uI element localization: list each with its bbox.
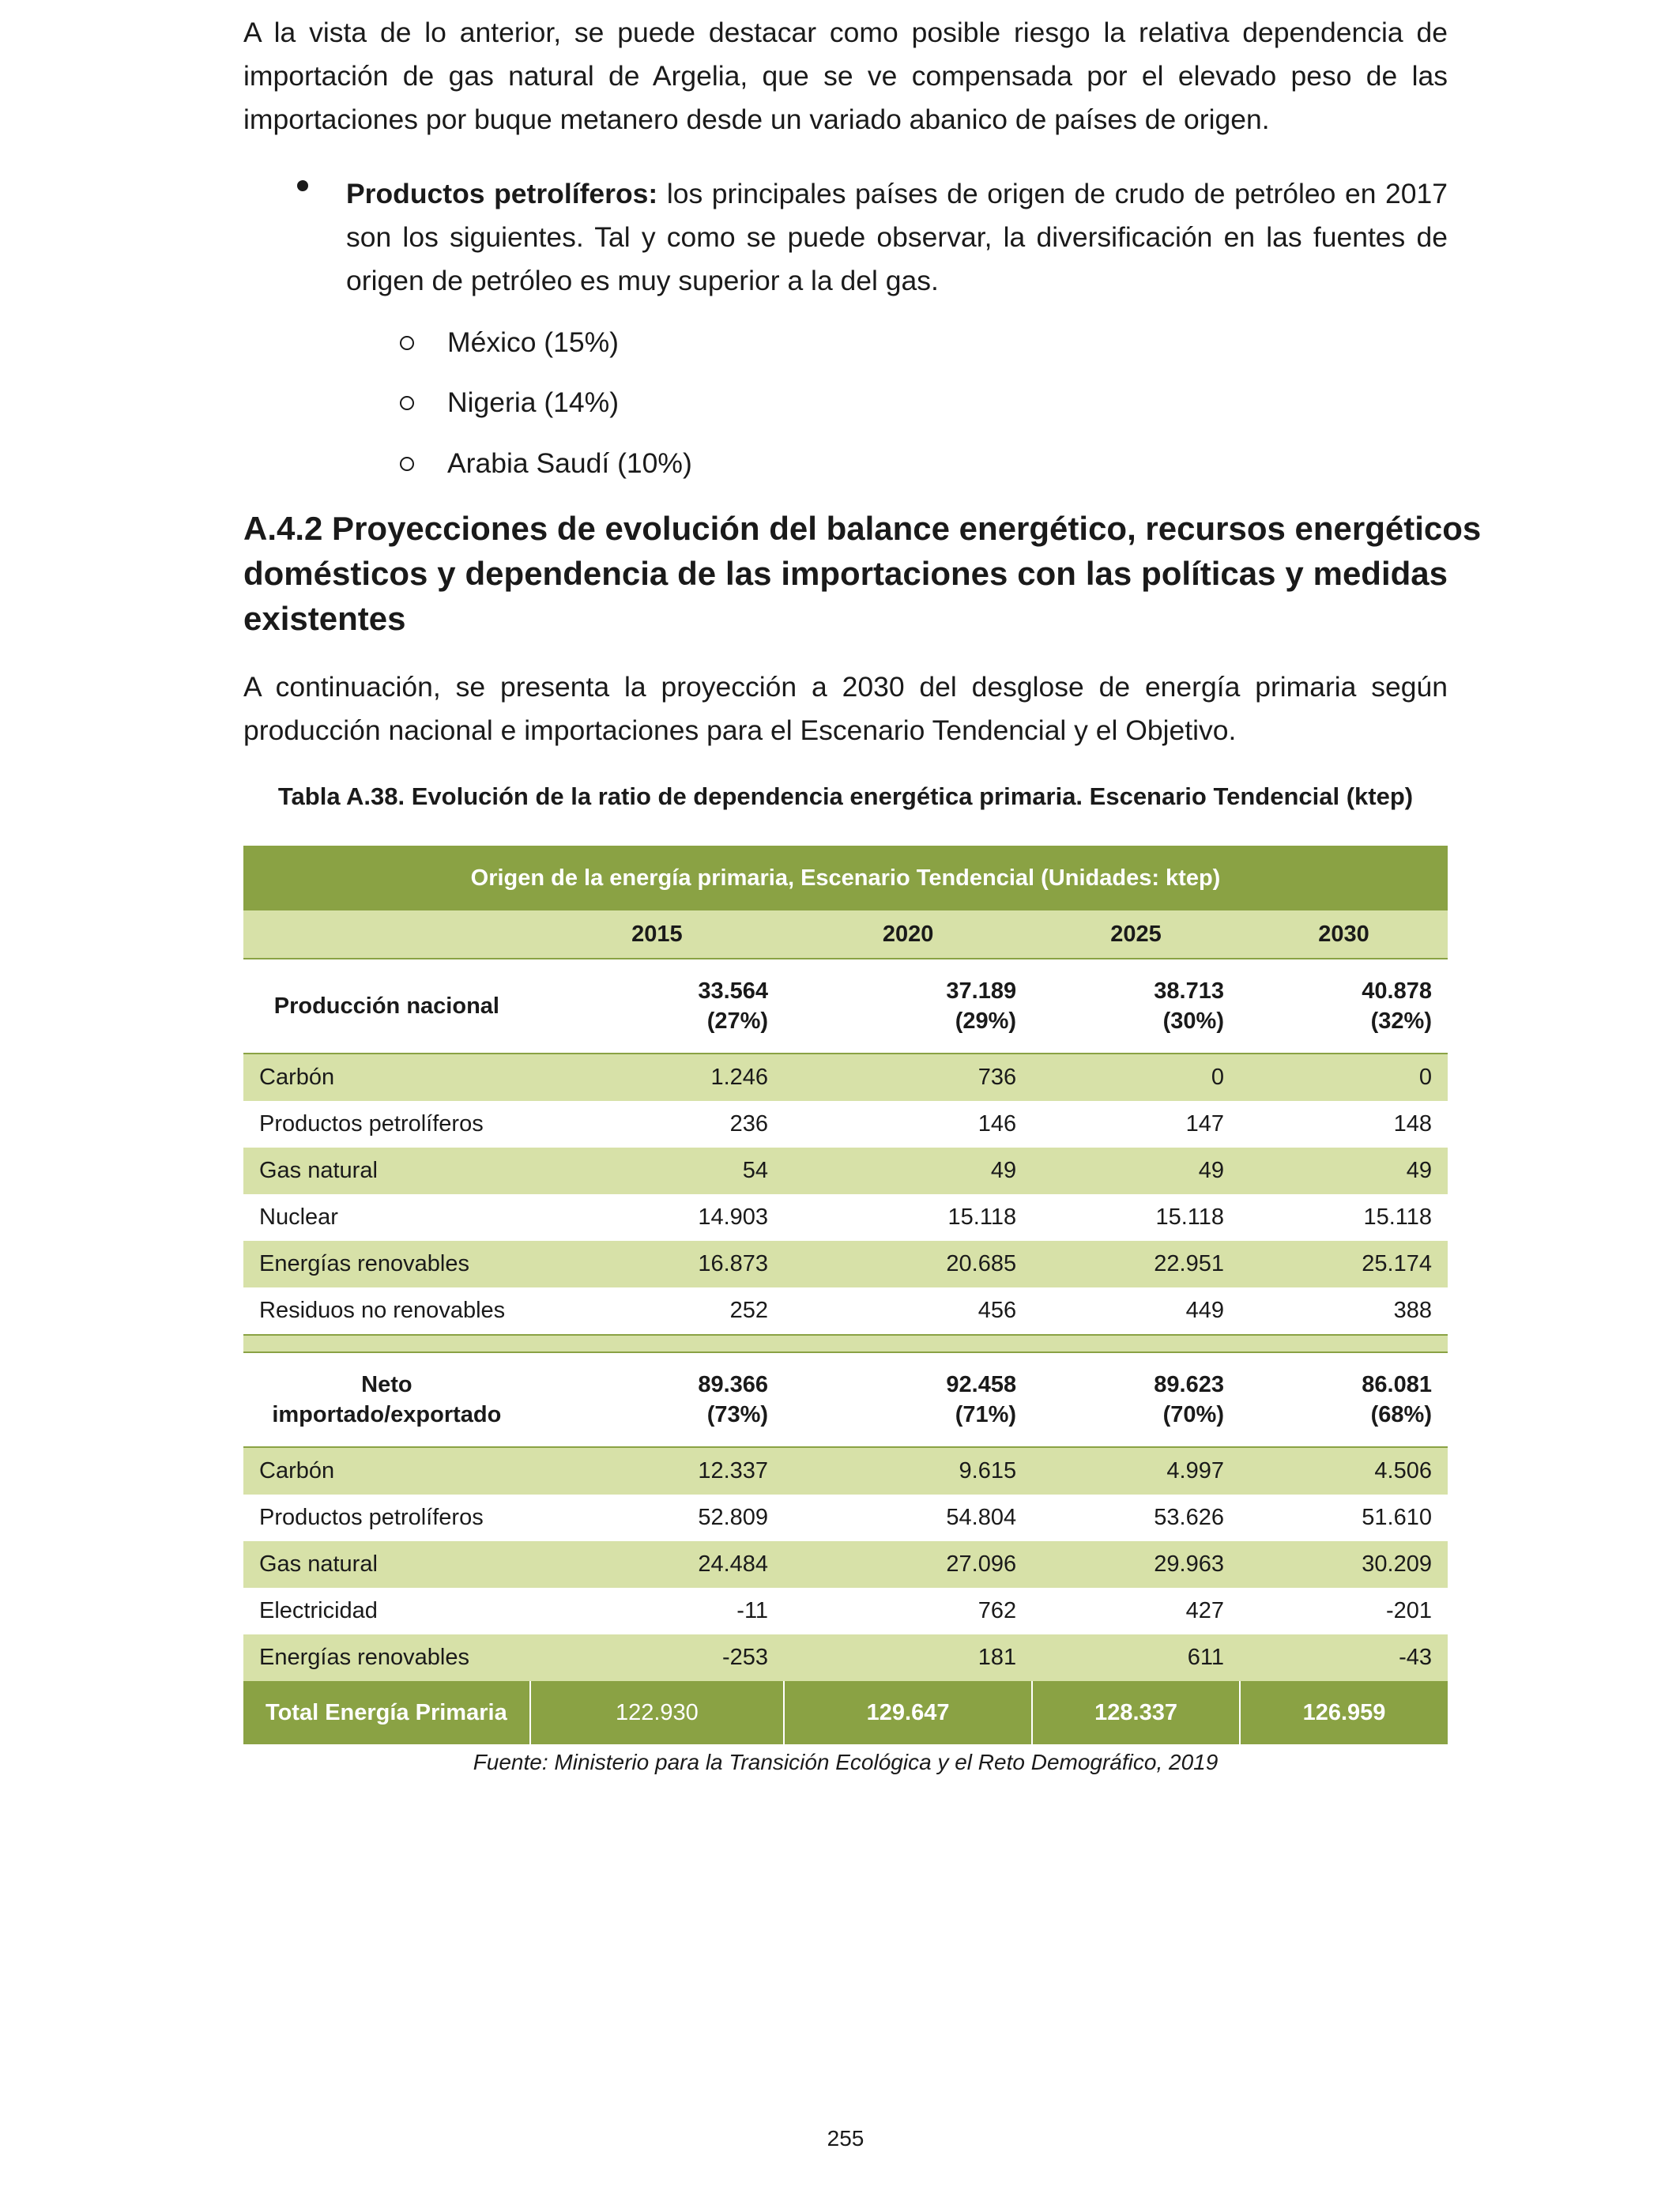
list-item-text: Nigeria (14%) [447, 386, 620, 418]
group-value: 89.623 [1154, 1372, 1224, 1397]
group-share: (68%) [1370, 1402, 1432, 1427]
group-share: (27%) [706, 1008, 769, 1034]
cell: 15.118 [1155, 1204, 1224, 1230]
text-line [346, 172, 1448, 216]
table-row [243, 1101, 1448, 1148]
group-value-cell [1032, 959, 1240, 1054]
cell: 1.246 [530, 1054, 784, 1101]
group-value-cell [1240, 959, 1448, 1054]
total-value: 122.930 [530, 1681, 784, 1744]
group-share: (70%) [1162, 1402, 1224, 1427]
intro-paragraph [243, 11, 1448, 141]
list-item-text: México (15%) [447, 326, 620, 358]
table-row [243, 1054, 1448, 1101]
total-value: 128.337 [1032, 1681, 1240, 1744]
text-line: A la vista de lo anterior, se puede destacar como posible riesgo la relativa dependencia de [243, 17, 1448, 48]
text-line: importaciones por buque metanero desde un variado abanico de países de origen. [243, 104, 1270, 135]
group-value: 40.878 [1362, 978, 1432, 1004]
table-row [243, 1495, 1448, 1541]
cell: 12.337 [530, 1447, 784, 1495]
cell: 49 [784, 1148, 1032, 1194]
projection-paragraph [243, 665, 1448, 752]
cell: 736 [784, 1054, 1032, 1101]
table-source: Fuente: Ministerio para la Transición Ecológica y el Reto Demográfico, 2019 [473, 1750, 1219, 1774]
table-row [243, 1287, 1448, 1335]
cell: 762 [977, 1598, 1017, 1623]
total-row [243, 1681, 1448, 1744]
cell: 52.809 [698, 1505, 769, 1530]
bullet-label: Productos petrolíferos: [346, 178, 658, 209]
text-line: A continuación, se presenta la proyección a 2030 del desglose de energía primaria según [243, 671, 1448, 703]
table-row [243, 1541, 1448, 1588]
header-cell [243, 910, 530, 959]
cell: 611 [1032, 1634, 1240, 1681]
cell: 22.951 [1032, 1241, 1240, 1287]
row-label: Productos petrolíferos [259, 1505, 484, 1530]
row-label: Gas natural [243, 1148, 530, 1194]
total-value: 129.647 [784, 1681, 1032, 1744]
cell: 24.484 [530, 1541, 784, 1588]
table-caption: Tabla A.38. Evolución de la ratio de dependencia energética primaria. Escenario Tendencial (ktep) [277, 782, 1414, 810]
cell: 4.506 [1240, 1447, 1448, 1495]
cell: 15.118 [1363, 1204, 1432, 1230]
table-row [243, 1447, 1448, 1495]
circle-bullet-icon [398, 386, 417, 418]
page-number: 255 [827, 2126, 864, 2151]
row-label: Productos petrolíferos [259, 1111, 484, 1137]
heading-line: existentes [243, 600, 406, 637]
table-row [243, 1194, 1448, 1241]
row-label: Carbón [243, 1054, 530, 1101]
group-value-cell [1032, 1352, 1240, 1447]
cell: 29.963 [1032, 1541, 1240, 1588]
group-value-cell [530, 1352, 784, 1447]
cell: 427 [1185, 1598, 1224, 1623]
energy-table [243, 846, 1448, 1744]
group-value: 89.366 [698, 1372, 769, 1397]
cell: 51.610 [1362, 1505, 1432, 1530]
total-label: Total Energía Primaria [243, 1681, 530, 1744]
cell: 25.174 [1240, 1241, 1448, 1287]
table-row [243, 1241, 1448, 1287]
year-header: 2025 [1032, 910, 1240, 959]
group-label: Producción nacional [243, 959, 530, 1054]
heading-line: domésticos y dependencia de las importaciones con las políticas y medidas [243, 555, 1448, 592]
group-value-cell [784, 1352, 1032, 1447]
row-label: Energías renovables [243, 1634, 530, 1681]
group-share: (30%) [1162, 1008, 1224, 1034]
table-row [243, 1634, 1448, 1681]
cell: 27.096 [784, 1541, 1032, 1588]
group-value: 33.564 [698, 978, 769, 1004]
year-header: 2020 [784, 910, 1032, 959]
circle-bullet-icon [398, 326, 417, 358]
cell: 54 [530, 1148, 784, 1194]
cell: 456 [977, 1298, 1017, 1323]
list-item-text: Arabia Saudí (10%) [447, 447, 692, 479]
cell: 20.685 [784, 1241, 1032, 1287]
row-label: Energías renovables [243, 1241, 530, 1287]
cell: -43 [1240, 1634, 1448, 1681]
cell: 49 [1032, 1148, 1240, 1194]
table-header-row [243, 910, 1448, 959]
text-line: producción nacional e importaciones para el Escenario Tendencial y el Objetivo. [243, 714, 1237, 746]
table-divider [243, 1335, 1448, 1352]
group-value: 38.713 [1154, 978, 1224, 1004]
cell: 53.626 [1154, 1505, 1224, 1530]
group-share: (71%) [955, 1402, 1017, 1427]
cell: 16.873 [530, 1241, 784, 1287]
group-label-line: Neto [361, 1372, 412, 1397]
cell: 0 [1032, 1054, 1240, 1101]
group-row-neto [243, 1352, 1448, 1447]
cell: 0 [1240, 1054, 1448, 1101]
group-value: 92.458 [946, 1372, 1017, 1397]
group-share: (32%) [1370, 1008, 1432, 1034]
year-header: 2015 [530, 910, 784, 959]
bullet-paragraph [346, 172, 1448, 303]
cell: 148 [1393, 1111, 1432, 1137]
cell: -201 [1385, 1598, 1432, 1623]
text-line: origen de petróleo es muy superior a la del gas. [346, 265, 939, 296]
cell: 236 [729, 1111, 769, 1137]
row-label: Carbón [243, 1447, 530, 1495]
table-title: Origen de la energía primaria, Escenario Tendencial (Unidades: ktep) [243, 846, 1448, 910]
cell: 49 [1240, 1148, 1448, 1194]
cell: 147 [1185, 1111, 1224, 1137]
row-label: Gas natural [243, 1541, 530, 1588]
group-share: (73%) [706, 1402, 769, 1427]
total-value: 126.959 [1240, 1681, 1448, 1744]
group-value: 86.081 [1362, 1372, 1432, 1397]
cell: 388 [1393, 1298, 1432, 1323]
group-row-produccion [243, 959, 1448, 1054]
cell: -253 [530, 1634, 784, 1681]
row-label: Electricidad [259, 1598, 378, 1623]
text-line: importación de gas natural de Argelia, que se ve compensada por el elevado peso de las [243, 60, 1448, 92]
cell: 181 [784, 1634, 1032, 1681]
group-value-cell [784, 959, 1032, 1054]
table-row [243, 1148, 1448, 1194]
group-label [243, 1352, 530, 1447]
cell: 449 [1185, 1298, 1224, 1323]
text-line: son los siguientes. Tal y como se puede observar, la diversificación en las fuentes de [346, 221, 1448, 253]
group-value: 37.189 [946, 978, 1017, 1004]
row-label: Nuclear [259, 1204, 338, 1230]
cell: -11 [736, 1598, 769, 1623]
group-value-cell [530, 959, 784, 1054]
cell: 146 [977, 1111, 1017, 1137]
section-heading [243, 506, 1482, 641]
bullet-text: los principales países de origen de crudo de petróleo en 2017 [657, 178, 1448, 209]
heading-line: A.4.2 Proyecciones de evolución del balance energético, recursos energéticos [243, 510, 1482, 547]
cell: 54.804 [946, 1505, 1017, 1530]
cell: 15.118 [947, 1204, 1017, 1230]
year-header: 2030 [1240, 910, 1448, 959]
cell: 14.903 [698, 1204, 769, 1230]
cell: 9.615 [784, 1447, 1032, 1495]
group-share: (29%) [955, 1008, 1017, 1034]
table-row [243, 1588, 1448, 1634]
circle-bullet-icon [398, 447, 417, 479]
row-label: Residuos no renovables [259, 1298, 506, 1323]
bullet-icon [297, 180, 308, 191]
group-label-line: importado/exportado [272, 1402, 502, 1427]
group-value-cell [1240, 1352, 1448, 1447]
table-title-row [243, 846, 1448, 910]
cell: 30.209 [1240, 1541, 1448, 1588]
cell: 252 [729, 1298, 769, 1323]
cell: 4.997 [1032, 1447, 1240, 1495]
